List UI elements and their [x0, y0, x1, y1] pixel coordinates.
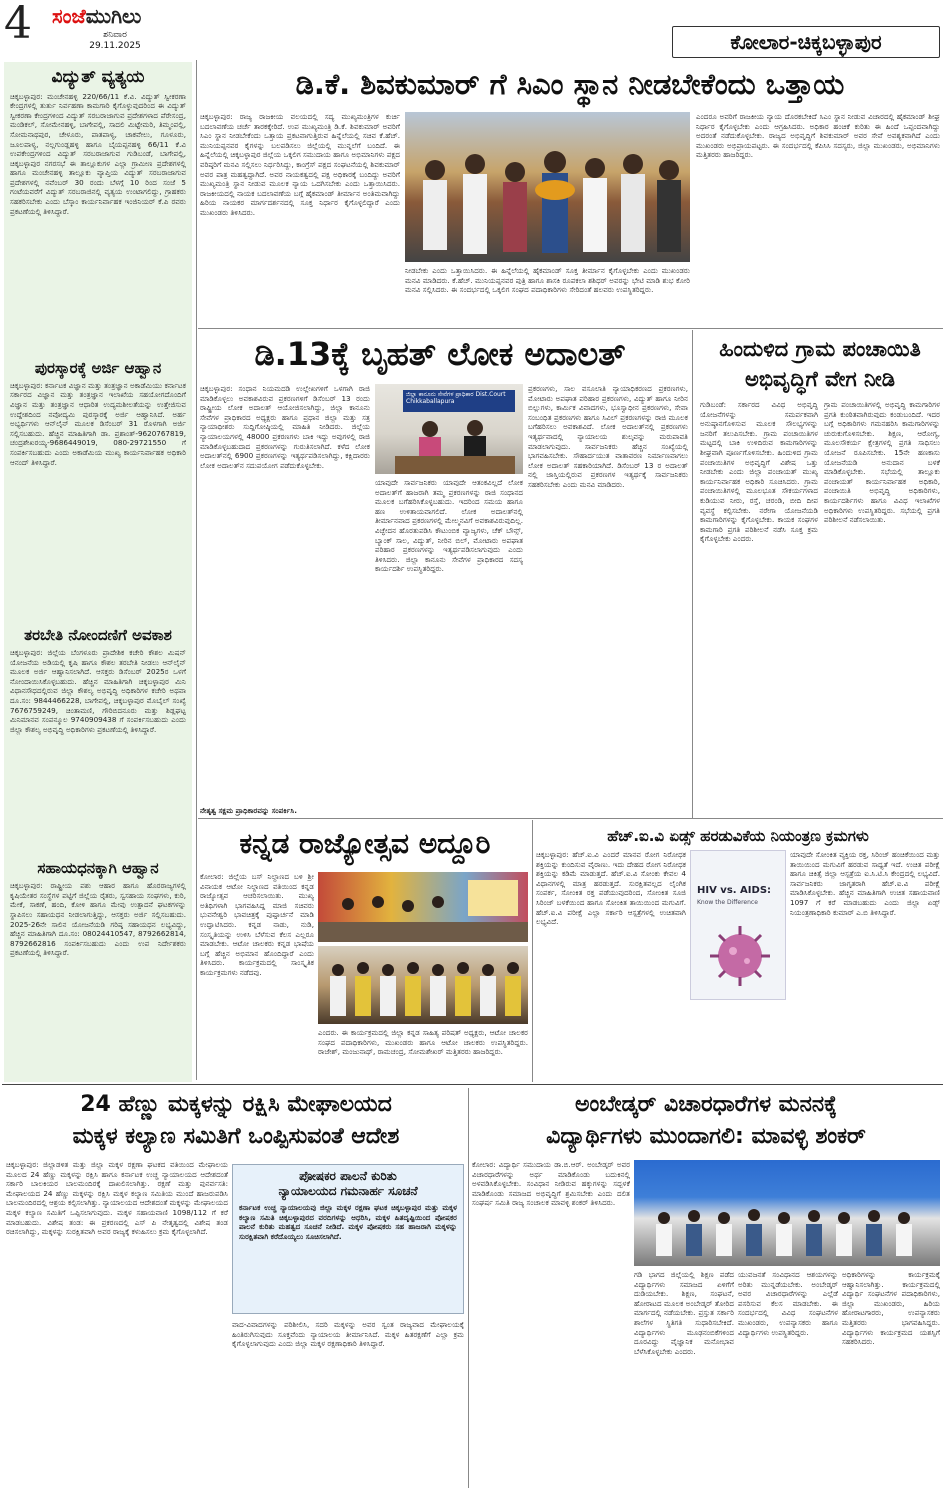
page-number: 4 [4, 0, 32, 49]
weekday: ಶನಿವಾರ [103, 30, 127, 40]
top-story-text-left: ಚಿಕ್ಕಬಳ್ಳಾಪುರ: ರಾಜ್ಯ ರಾಜಕೀಯ ವಲಯದಲ್ಲಿ ಸದ್ಯ ಮುಖ್ಯಮಂತ್ರಿಗಳ ಕುರ್ಚಿ ಬದಲಾವಣೆಯ ಚರ್ಚೆ ತಾರಕಕ್ಕೇರಿದೆ. ಉಪ ಮುಖ್ಯಮಂತ್ರಿ ಡಿ.ಕೆ. ಶಿವಕುಮಾರ್ ಅವರಿಗೆ ಸಿಎಂ ಸ್ಥಾನ ನೀಡಬೇಕೆಂದು ಒತ್ತಾಯ ಪ್ರಕಟವಾಗುತ್ತಿರುವ ಹಿನ್ನೆಲೆಯಲ್ಲಿ ಸಚಿವ ಕೆ.ಹೆಚ್. ಮುನಿಯಪ್ಪನವರ ಕೈಗಳನ್ನು ಬಲಪಡಿಸಲು ಜಿಲ್ಲೆಯಲ್ಲಿ ಮುನ್ನಲೆಗೆ ಬಂದಿದೆ. ಈ ಹಿನ್ನೆಲೆಯಲ್ಲಿ ಚಿಕ್ಕಬಳ್ಳಾಪುರ ಜಿಲ್ಲೆಯ ಒಕ್ಕಲಿಗ ಸಮುದಾಯ ಹಾಗೂ ಅಭಿಮಾನಿಗಳು ಪಕ್ಷದ ವರಿಷ್ಠರಿಗೆ ಮನವಿ ಸಲ್ಲಿಸಲು ನಿರ್ಧರಿಸಿದ್ದು, ಕಾಂಗ್ರೆಸ್ ಪಕ್ಷದ ಸಂಘಟನೆಯಲ್ಲಿ ಶಿವಕುಮಾರ್ ಅವರ ಪಾತ್ರ ಮಹತ್ವದ್ದಾಗಿದೆ. ಅವರ ನಾಯಕತ್ವದಲ್ಲಿ ಪಕ್ಷ ಅಧಿಕಾರಕ್ಕೆ ಬಂದಿದ್ದು ಅವರಿಗೆ ಮುಖ್ಯಮಂತ್ರಿ ಸ್ಥಾನ ನೀಡುವ ಮೂಲಕ ನ್ಯಾಯ ಒದಗಿಸಬೇಕು ಎಂದು ಒತ್ತಾಯಿಸಿದರು. ರಾಜಕೀಯದಲ್ಲಿ ನಾಯಕ ಬದಲಾವಣೆಯ ಬಗ್ಗೆ ಹೈಕಮಾಂಡ್ ತೀರ್ಮಾನ ಅಂತಿಮವಾಗಿದ್ದು ಹಿರಿಯ ನಾಯಕರ ಮಾರ್ಗದರ್ಶನದಲ್ಲಿ ಸೂಕ್ತ ನಿರ್ಧಾರ ಕೈಗೊಳ್ಳಲಿದ್ದಾರೆ ಎಂದು ಮುಖಂಡರು ತಿಳಿಸಿದರು. [200, 112, 400, 217]
children-headline-line1: 24 ಹೆಣ್ಣು ಮಕ್ಕಳನ್ನು ರಕ್ಷಿಸಿ ಮೇಘಾಲಯದ [80, 1092, 392, 1117]
rajyotsava-text-2: ಎಂದರು. ಈ ಕಾರ್ಯಕ್ರಮದಲ್ಲಿ ಜಿಲ್ಲಾ ಕನ್ನಡ ಸಾಹಿತ್ಯ ಪರಿಷತ್ ಅಧ್ಯಕ್ಷರು, ಆಟೋ ಚಾಲಕರ ಸಂಘದ ಪದಾಧಿಕಾರಿಗಳು, ಮುಖಂಡರು ಹಾಗೂ ಆಟೋ ಚಾಲಕರು ಉಪಸ್ಥಿತರಿದ್ದರು. ರಾಜೇಶ್, ಮಂಜುನಾಥ್, ರಾಮಚಂದ್ರ, ಸೋಮಶೇಖರ್ ಮತ್ತಿತರರು ಹಾಜರಿದ್ದರು. [318, 1028, 528, 1057]
court-banner: ಜಿಲ್ಲಾ ಕಾನೂನು ಸೇವೆಗಳ ಪ್ರಾಧಿಕಾರ Dist.Court Chikkaballapura [403, 390, 515, 412]
issue-date: 29.11.2025 [89, 41, 141, 51]
left-briefs-column [4, 62, 192, 1082]
children-text: ಚಿಕ್ಕಬಳ್ಳಾಪುರ: ಜಿಲ್ಲಾಡಳಿತ ಮತ್ತು ಜಿಲ್ಲಾ ಮಕ್ಕಳ ರಕ್ಷಣಾ ಘಟಕದ ವತಿಯಿಂದ ಮೇಘಾಲಯ ಮೂಲದ 24 ಹೆಣ್ಣು ಮಕ್ಕಳನ್ನು ರಕ್ಷಿಸಿ ಹಾಗೂ ಕರ್ನಾಟಕ ಉಚ್ಚ ನ್ಯಾಯಾಲಯದ ಆದೇಶದಂತೆ ಸರ್ಕಾರಿ ಬಾಲಕಿಯರ ಬಾಲಮಂದಿರಕ್ಕೆ ದಾಖಲಿಸಲಾಗಿತ್ತು. ರಕ್ಷಣೆ ಮತ್ತು ಪುನರ್ವಸತಿ: ಮೇಘಾಲಯದ 24 ಹೆಣ್ಣು ಮಕ್ಕಳನ್ನು ರಕ್ಷಿಸಿ ಮಕ್ಕಳ ಕಲ್ಯಾಣ ಸಮಿತಿಯ ಮುಂದೆ ಹಾಜರುಪಡಿಸಿ ಬಾಲಮಂದಿರದಲ್ಲಿ ಆಶ್ರಯ ಕಲ್ಪಿಸಲಾಗಿತ್ತು. ನ್ಯಾಯಾಲಯದ ಆದೇಶದಂತೆ ಮಕ್ಕಳನ್ನು ಮೇಘಾಲಯದ ಮಕ್ಕಳ ಕಲ್ಯಾಣ ಸಮಿತಿಗೆ ಒಪ್ಪಿಸಲಾಗುವುದು. ಮಕ್ಕಳ ಸಹಾಯವಾಣಿ 1098/112 ಗೆ ಕರೆ ಮಾಡಬಹುದು. ವಿಶೇಷ ತಂಡ: ಈ ಪ್ರಕರಣದಲ್ಲಿ ಎಸ್ ಪಿ ನೇತೃತ್ವದಲ್ಲಿ ವಿಶೇಷ ತಂಡ ರಚಿಸಲಾಗಿದ್ದು, ಮಕ್ಕಳನ್ನು ಸುರಕ್ಷಿತವಾಗಿ ಅವರ ರಾಜ್ಯಕ್ಕೆ ಕಳುಹಿಸಲು ಕ್ರಮ ಕೈಗೊಳ್ಳಲಾಗಿದೆ. [6, 1160, 228, 1237]
ambedkar-photo [634, 1160, 940, 1266]
brand-logo [52, 4, 202, 28]
ambedkar-text-3: ಯುವಜನತೆ ಸಂವಿಧಾನದ ಆಶಯಗಳನ್ನು ಅರಿತು ಮುನ್ನಡೆಯಬೇಕು. ಅಂಬೇಡ್ಕರ್ ಅವರ ವಿಚಾರಧಾರೆಗಳನ್ನು ಎಲ್ಲೆಡೆ ಪಸರಿಸುವ ಕೆಲಸ ಮಾಡಬೇಕು. ಈ ಸಂದರ್ಭದಲ್ಲಿ ವಿವಿಧ ಸಂಘಟನೆಗಳ ಮುಖಂಡರು, ಉಪನ್ಯಾಸಕರು ಹಾಗೂ ವಿದ್ಯಾರ್ಥಿಗಳು ಉಪಸ್ಥಿತರಿದ್ದರು. [738, 1270, 838, 1337]
group-illustration [318, 946, 528, 1024]
stage-illustration [634, 1160, 940, 1266]
village-headline: ಹಿಂದುಳಿದ ಗ್ರಾಮ ಪಂಚಾಯಿತಿ ಅಭಿವೃದ್ಧಿಗೆ ವೇಗ ನೀಡಿ [719, 337, 921, 391]
ambedkar-text-4: ಅಧಿಕಾರಿಗಳನ್ನು ಕಾರ್ಯಕ್ರಮಕ್ಕೆ ಆಹ್ವಾನಿಸಲಾಗಿತ್ತು. ಕಾರ್ಯಕ್ರಮದಲ್ಲಿ ವಿದ್ಯಾರ್ಥಿ ಸಂಘಟನೆಗಳ ಪದಾಧಿಕಾರಿಗಳು, ಜಿಲ್ಲಾ ಮುಖಂಡರು, ಹಿರಿಯ ಹೋರಾಟಗಾರರು, ಉಪನ್ಯಾಸಕರು ಮತ್ತಿತರರು ಭಾಗವಹಿಸಿದ್ದರು. ವಿದ್ಯಾರ್ಥಿಗಳು ಕಾರ್ಯಕ್ರಮದ ಯಶಸ್ಸಿಗೆ ಸಹಕರಿಸಿದರು. [842, 1270, 940, 1347]
divider [196, 60, 197, 1080]
brand-part1: ಸಂಜೆ [52, 4, 86, 28]
brief-title-training: ತರಬೇತಿ ನೋಂದಣಿಗೆ ಅವಕಾಶ [24, 625, 172, 644]
top-story-headline: ಡಿ.ಕೆ. ಶಿವಕುಮಾರ್ ಗೆ ಸಿಎಂ ಸ್ಥಾನ ನೀಡಬೇಕೆಂದು ಒತ್ತಾಯ [295, 67, 845, 101]
rajyotsava-photo-1 [318, 872, 528, 942]
hiv-graphic [690, 850, 786, 1000]
divider [468, 1088, 469, 1488]
virus-icon [705, 921, 775, 991]
hiv-graphic-subtitle: Know the Difference [697, 899, 758, 906]
group-photo-illustration [405, 112, 690, 262]
adalat-text-3: ಪ್ರಕರಣಗಳು, ಸಾಲ ವಸೂಲಾತಿ ನ್ಯಾಯಾಧಿಕರಣದ ಪ್ರಕರಣಗಳು, ಮೋಟಾರು ಅಪಘಾತ ಪರಿಹಾರ ಪ್ರಕರಣಗಳು, ವಿದ್ಯುತ್ ಹಾಗೂ ನೀರಿನ ಬಿಲ್ಲುಗಳು, ಕಾರ್ಮಿಕ ವಿವಾದಗಳು, ಭೂಸ್ವಾಧೀನ ಪ್ರಕರಣಗಳು, ಸೇವಾ ಸಂಬಂಧಿತ ಪ್ರಕರಣಗಳು ಹಾಗೂ ಸಿವಿಲ್ ಪ್ರಕರಣಗಳನ್ನು ರಾಜಿ ಮೂಲಕ ಬಗೆಹರಿಸಲು ಅವಕಾಶವಿದೆ. ಲೋಕ ಅದಾಲತ್‌ನಲ್ಲಿ ಪ್ರಕರಣಗಳು ಇತ್ಯರ್ಥವಾದಲ್ಲಿ ನ್ಯಾಯಾಲಯ ಶುಲ್ಕವನ್ನು ಮರುಪಾವತಿ ಮಾಡಲಾಗುವುದು. ಸಾರ್ವಜನಿಕರು ಹೆಚ್ಚಿನ ಸಂಖ್ಯೆಯಲ್ಲಿ ಭಾಗವಹಿಸಬೇಕು. ಸೌಹಾರ್ದಯುತ ವಾತಾವರಣ ನಿರ್ಮಾಣವಾಗಲು ಲೋಕ ಅದಾಲತ್ ಸಹಕಾರಿಯಾಗಿದೆ. ಡಿಸೆಂಬರ್ 13 ರ ಅದಾಲತ್ ನಲ್ಲಿ ಜಾಸ್ತಿಯಲ್ಲಿರುವ ಪ್ರಕರಣಗಳ ಇತ್ಯರ್ಥಕ್ಕೆ ಸಾರ್ವಜನಿಕರು ಸಹಕರಿಸಬೇಕು ಎಂದು ಮನವಿ ಮಾಡಿದರು. [528, 384, 688, 489]
divider [198, 818, 943, 819]
brand-part2: ಮುಗಿಲು [85, 4, 142, 28]
children-text-2: ವಾದ-ವಿವಾದಗಳನ್ನು ಪರಿಶೀಲಿಸಿ, ಸದರಿ ಮಕ್ಕಳನ್ನು ಅವರ ಸ್ವಂತ ರಾಜ್ಯವಾದ ಮೇಘಾಲಯಕ್ಕೆ ಹಿಂತಿರುಗಿಸುವುದು ಸೂಕ್ತವೆಂದು ನ್ಯಾಯಾಲಯ ತೀರ್ಮಾನಿಸಿದೆ. ಮಕ್ಕಳ ಹಿತರಕ್ಷಣೆಗೆ ಎಲ್ಲಾ ಕ್ರಮ ಕೈಗೊಳ್ಳಲಾಗುವುದು ಎಂದು ಜಿಲ್ಲಾ ಮಕ್ಕಳ ರಕ್ಷಣಾಧಿಕಾರಿ ತಿಳಿಸಿದ್ದಾರೆ. [232, 1320, 464, 1349]
divider [198, 328, 943, 329]
brief-title-subsidy: ಸಹಾಯಧನಕ್ಕಾಗಿ ಆಹ್ವಾನ [37, 859, 159, 878]
court-notice-title-line1: ಪೋಷಕರ ಪಾಲನೆ ಕುರಿತು [299, 1169, 397, 1183]
court-notice-text: ಕರ್ನಾಟಕ ಉಚ್ಚ ನ್ಯಾಯಾಲಯವು ಜಿಲ್ಲಾ ಮಕ್ಕಳ ರಕ್ಷಣಾ ಘಟಕ ಚಿಕ್ಕಬಳ್ಳಾಪುರ ಮತ್ತು ಮಕ್ಕಳ ಕಲ್ಯಾಣ ಸಮಿತಿ ಚಿಕ್ಕಬಳ್ಳಾಪುರದ ವರದಿಗಳನ್ನು ಆಧರಿಸಿ, ಮಕ್ಕಳ ಹಿತದೃಷ್ಟಿಯಿಂದ ಪೋಷಕರ ಪಾಲನೆ ಕುರಿತು ಮಹತ್ವದ ಸೂಚನೆ ನೀಡಿದೆ. ಮಕ್ಕಳ ಪೋಷಕರು ಸಹ ಹಾಜರಾಗಿ ಮಕ್ಕಳನ್ನು ಸುರಕ್ಷಿತವಾಗಿ ಕರೆದೊಯ್ಯಲು ಸೂಚಿಸಲಾಗಿದೆ. [239, 1203, 457, 1241]
divider [692, 330, 693, 818]
rajyotsava-headline: ಕನ್ನಡ ರಾಜ್ಯೋತ್ಸವ ಅದ್ದೂರಿ [239, 827, 491, 860]
ambedkar-text-1: ಕೋಲಾರ: ವಿದ್ಯಾರ್ಥಿ ಸಮುದಾಯ ಡಾ.ಬಿ.ಆರ್. ಅಂಬೇಡ್ಕರ್ ಅವರ ವಿಚಾರಧಾರೆಗಳನ್ನು ಅರ್ಥ ಮಾಡಿಕೊಂಡು ಬದುಕಿನಲ್ಲಿ ಅಳವಡಿಸಿಕೊಳ್ಳಬೇಕು. ಸಂವಿಧಾನ ನೀಡಿರುವ ಹಕ್ಕುಗಳನ್ನು ಸದ್ಬಳಕೆ ಮಾಡಿಕೊಂಡು ಸಮಾಜದ ಅಭಿವೃದ್ಧಿಗೆ ಶ್ರಮಿಸಬೇಕು ಎಂದು ದಲಿತ ಸಂಘರ್ಷ ಸಮಿತಿ ರಾಜ್ಯ ಸಂಚಾಲಕ ಮಾವಳ್ಳಿ ಶಂಕರ್ ತಿಳಿಸಿದರು. [472, 1160, 630, 1208]
hiv-text-2: ಯಾವುದೇ ಸೋಂಕಿತ ವ್ಯಕ್ತಿಯ ರಕ್ತ, ಸಿರಿಂಜ್ ಹಂಚಿಕೆಯಿಂದ ಮತ್ತು ತಾಯಿಯಿಂದ ಮಗುವಿಗೆ ಹರಡುವ ಸಾಧ್ಯತೆ ಇದೆ. ಉಚಿತ ಪರೀಕ್ಷೆ ಹಾಗೂ ಚಿಕಿತ್ಸೆ ಜಿಲ್ಲಾ ಆಸ್ಪತ್ರೆಯ ಐ.ಸಿ.ಟಿ.ಸಿ ಕೇಂದ್ರದಲ್ಲಿ ಲಭ್ಯವಿದೆ. ಸಾರ್ವಜನಿಕರು ಜಾಗೃತರಾಗಿ ಹೆಚ್.ಐ.ವಿ ಪರೀಕ್ಷೆ ಮಾಡಿಸಿಕೊಳ್ಳಬೇಕು. ಹೆಚ್ಚಿನ ಮಾಹಿತಿಗಾಗಿ ಉಚಿತ ಸಹಾಯವಾಣಿ 1097 ಗೆ ಕರೆ ಮಾಡಬಹುದು ಎಂದು ಜಿಲ್ಲಾ ಏಡ್ಸ್ ನಿಯಂತ್ರಣಾಧಿಕಾರಿ ಕುಮಾರ್ ಎ.ಬಿ ತಿಳಿಸಿದ್ದಾರೆ. [790, 850, 940, 917]
hiv-text-1: ಚಿಕ್ಕಬಳ್ಳಾಪುರ: ಹೆಚ್.ಐ.ವಿ ಎಂದರೆ ಮಾನವ ರೋಗ ನಿರೋಧಕ ಶಕ್ತಿಯನ್ನು ಕುಂದಿಸುವ ವೈರಾಣು. ಇದು ದೇಹದ ರೋಗ ನಿರೋಧಕ ಶಕ್ತಿಯನ್ನು ಕಡಿಮೆ ಮಾಡುತ್ತದೆ. ಹೆಚ್.ಐ.ವಿ ಸೋಂಕು ಕೇವಲ 4 ವಿಧಾನಗಳಲ್ಲಿ ಮಾತ್ರ ಹರಡುತ್ತದೆ. ಸುರಕ್ಷಿತವಲ್ಲದ ಲೈಂಗಿಕ ಸಂಪರ್ಕ, ಸೋಂಕಿತ ರಕ್ತ ಪಡೆಯುವುದರಿಂದ, ಸೋಂಕಿತ ಸೂಜಿ ಸಿರಿಂಜ್ ಬಳಕೆಯಿಂದ ಹಾಗೂ ಸೋಂಕಿತ ತಾಯಿಯಿಂದ ಮಗುವಿಗೆ. ಹೆಚ್.ಐ.ವಿ ಪರೀಕ್ಷೆ ಎಲ್ಲಾ ಸರ್ಕಾರಿ ಆಸ್ಪತ್ರೆಗಳಲ್ಲಿ ಉಚಿತವಾಗಿ ಲಭ್ಯವಿದೆ. [536, 850, 686, 927]
procession-illustration [318, 872, 528, 942]
hiv-graphic-title: HIV vs. AIDS: [697, 885, 772, 896]
children-headline-line2: ಮಕ್ಕಳ ಕಲ್ಯಾಣ ಸಮಿತಿಗೆ ಒಂಪ್ಪಿಸುವಂತೆ ಆದೇಶ [72, 1124, 400, 1149]
top-story-text-right: ಎಂದರೂ ಅವರಿಗೆ ರಾಜಕೀಯ ನ್ಯಾಯ ದೊರಕಬೇಕಿದೆ ಸಿಎಂ ಸ್ಥಾನ ನೀಡುವ ವಿಚಾರದಲ್ಲಿ ಹೈಕಮಾಂಡ್ ಶೀಘ್ರ ನಿರ್ಧಾರ ಕೈಗೊಳ್ಳಬೇಕು ಎಂದು ಆಗ್ರಹಿಸಿದರು. ಅಧಿಕಾರ ಹಂಚಿಕೆ ಕುರಿತು ಈ ಹಿಂದೆ ಒಪ್ಪಂದವಾಗಿದ್ದು ಅದರಂತೆ ನಡೆದುಕೊಳ್ಳಬೇಕು. ರಾಜ್ಯದ ಅಭಿವೃದ್ಧಿಗೆ ಶಿವಕುಮಾರ್ ಅವರ ಸೇವೆ ಅವಶ್ಯಕವಾಗಿದೆ ಎಂದು ಮುಖಂಡರು ಅಭಿಪ್ರಾಯಪಟ್ಟರು. ಈ ಸಂದರ್ಭದಲ್ಲಿ ಕೆಪಿಸಿಸಿ ಸದಸ್ಯರು, ಜಿಲ್ಲಾ ಮುಖಂಡರು, ಅಭಿಮಾನಿಗಳು ಮತ್ತಿತರರು ಹಾಜರಿದ್ದರು. [696, 112, 940, 160]
divider [2, 1084, 943, 1085]
ambedkar-text-2: ಗಡಿ ಭಾಗದ ಜಿಲ್ಲೆಯಲ್ಲಿ ಶಿಕ್ಷಣ ಪಡೆದ ವಿದ್ಯಾರ್ಥಿಗಳು ಸಮಾಜದ ಏಳಿಗೆಗೆ ದುಡಿಯಬೇಕು. ಶಿಕ್ಷಣ, ಸಂಘಟನೆ, ಹೋರಾಟದ ಮೂಲಕ ಅಂಬೇಡ್ಕರ್ ತೋರಿದ ಮಾರ್ಗದಲ್ಲಿ ನಡೆಯಬೇಕು. ಪ್ರಸ್ತುತ ಸರ್ಕಾರಿ ಶಾಲೆಗಳ ಸ್ಥಿತಿಗತಿ ಸುಧಾರಿಸಬೇಕಿದೆ. ವಿದ್ಯಾರ್ಥಿಗಳು ಮೂಢನಂಬಿಕೆಗಳಿಂದ ದೂರವಿದ್ದು ವೈಜ್ಞಾನಿಕ ಮನೋಭಾವ ಬೆಳೆಸಿಕೊಳ್ಳಬೇಕು ಎಂದರು. [634, 1270, 734, 1356]
brief-body-power: ಚಿಕ್ಕಬಳ್ಳಾಪುರ: ಮಂಚೇನಹಳ್ಳಿ 220/66/11 ಕೆ.ವಿ. ವಿದ್ಯುತ್ ಸ್ವೀಕರಣಾ ಕೇಂದ್ರಗಳಲ್ಲಿ ತುರ್ತು ನಿರ್ವಹಣಾ ಕಾಮಗಾರಿ ಕೈಗೊಳ್ಳುವುದರಿಂದ ಈ ವಿದ್ಯುತ್ ಸ್ವೀಕರಣಾ ಕೇಂದ್ರಗಳಿಂದ ವಿದ್ಯುತ್ ಸರಬರಾಜಾಗುವ ಪ್ರದೇಶಗಳಾದ ಪೆರೇಸಂದ್ರ, ಮಂಡಿಕಲ್, ಸೋಮೇನಹಳ್ಳಿ, ಬಾಗೇಪಲ್ಲಿ, ಸಾದಲಿ ಮಿಟ್ಟೇಮರಿ, ತಿಮ್ಮಂಪಲ್ಲಿ, ಸೋಮನಾಥಪುರ, ಚೇಳೂರು, ಪಾತಪಾಳ್ಯ, ಚಾಕವೇಲು, ಗೂಳೂರು, ಜೂಲಪಾಳ್ಯ, ನಲ್ಲಗುಂಡ್ಲಹಳ್ಳಿ ಹಾಗೂ ಬೈಯಪ್ಪನಹಳ್ಳಿ 66/11 ಕೆ.ವಿ ಉಪಕೇಂದ್ರಗಳಿಂದ ವಿದ್ಯುತ್ ಸರಬರಾಜಾಗುವ ಗುಡಿಬಂಡೆ, ಬಾಗೇಪಲ್ಲಿ, ಚಿಕ್ಕಬಳ್ಳಾಪುರ ನಗರಸಭೆ ಈ ತಾಲ್ಲೂಕುಗಳ ಎಲ್ಲಾ ಗ್ರಾಮೀಣ ಪ್ರದೇಶಗಳಲ್ಲಿ ಹಾಗೂ ಮಂಚೇನಹಳ್ಳಿ ತಾಲ್ಲೂಕು ವ್ಯಾಪ್ತಿಯ ವಿದ್ಯುತ್ ಸರಬರಾಜಾಗುವ ಪ್ರದೇಶಗಳಲ್ಲಿ ನವೆಂಬರ್ 30 ರಂದು ಬೆಳಗ್ಗೆ 10 ರಿಂದ ಸಂಜೆ 5 ಗಂಟೆಯವರೆಗೆ ವಿದ್ಯುತ್ ಸರಬರಾಜಿನಲ್ಲಿ ವ್ಯತ್ಯಯ ಉಂಟಾಗಲಿದ್ದು, ಗ್ರಾಹಕರು ಸಹಕರಿಸಬೇಕು ಎಂದು ಬೆಸ್ಕಾಂ ಕಾರ್ಯನಿರ್ವಾಹಕ ಇಂಜಿನಿಯರ್ ಕೆ.ಪಿ ರವರು ಪ್ರಕಟಣೆಯಲ್ಲಿ ತಿಳಿಸಿದ್ದಾರೆ. [10, 91, 186, 216]
adalat-headline: ಡಿ.13ಕ್ಕೆ ಬೃಹತ್ ಲೋಕ ಅದಾಲತ್ [254, 335, 626, 373]
officials-illustration [375, 384, 523, 474]
adalat-text-2: ಯಾವುದೇ ಸಾರ್ವಜನಿಕರು ಯಾವುದೇ ಆತಂಕವಿಲ್ಲದೆ ಲೋಕ ಅದಾಲತ್‌ಗೆ ಹಾಜರಾಗಿ ತಮ್ಮ ಪ್ರಕರಣಗಳನ್ನು ರಾಜಿ ಸಂಧಾನದ ಮೂಲಕ ಬಗೆಹರಿಸಿಕೊಳ್ಳಬಹುದು. ಇದರಿಂದ ಸಮಯ ಹಾಗೂ ಹಣ ಉಳಿತಾಯವಾಗಲಿದೆ. ಲೋಕ ಅದಾಲತ್‌ನಲ್ಲಿ ತೀರ್ಮಾನವಾದ ಪ್ರಕರಣಗಳಲ್ಲಿ ಮೇಲ್ಮನವಿಗೆ ಅವಕಾಶವಿರುವುದಿಲ್ಲ. ವಿಚ್ಛೇದನ ಹೊರತುಪಡಿಸಿ ಕೌಟುಂಬಿಕ ವ್ಯಾಜ್ಯಗಳು, ಚೆಕ್ ಬೌನ್ಸ್, ಬ್ಯಾಂಕ್ ಸಾಲ, ವಿದ್ಯುತ್, ನೀರಿನ ಬಿಲ್, ಮೋಟಾರು ಅಪಘಾತ ಪರಿಹಾರ ಪ್ರಕರಣಗಳನ್ನು ಇತ್ಯರ್ಥಪಡಿಸಲಾಗುವುದು ಎಂದು ತಿಳಿಸಿದರು. ಜಿಲ್ಲಾ ಕಾನೂನು ಸೇವೆಗಳ ಪ್ರಾಧಿಕಾರದ ಸದಸ್ಯ ಕಾರ್ಯದರ್ಶಿ ಉಪಸ್ಥಿತರಿದ್ದರು. [375, 478, 523, 574]
section-tag: ಕೋಲಾರ-ಚಿಕ್ಕಬಳ್ಳಾಪುರ [672, 26, 940, 58]
brief-body-award: ಚಿಕ್ಕಬಳ್ಳಾಪುರ: ಕರ್ನಾಟಕ ವಿಜ್ಞಾನ ಮತ್ತು ತಂತ್ರಜ್ಞಾನ ಅಕಾಡೆಮಿಯು ಕರ್ನಾಟಕ ಸರ್ಕಾರದ ವಿಜ್ಞಾನ ಮತ್ತು ತಂತ್ರಜ್ಞಾನ ಇಲಾಖೆಯ ಸಹಯೋಗದೊಂದಿಗೆ ವಿಜ್ಞಾನ ಮತ್ತು ತಂತ್ರಜ್ಞಾನ ಆಧಾರಿತ ಉದ್ಯಮಶೀಲತೆಯನ್ನು ಉತ್ತೇಜಿಸುವ ಉದ್ದೇಶದಿಂದ ನವೋದ್ಯಮಿ ಪುರಸ್ಕಾರಕ್ಕೆ ಅರ್ಜಿ ಆಹ್ವಾನಿಸಿದೆ. ಅರ್ಹ ಅಭ್ಯರ್ಥಿಗಳು ಆನ್‌ಲೈನ್ ಮೂಲಕ ಡಿಸೆಂಬರ್ 31 ರೊಳಗಾಗಿ ಅರ್ಜಿ ಸಲ್ಲಿಸಬಹುದು. ಹೆಚ್ಚಿನ ಮಾಹಿತಿಗಾಗಿ ಡಾ. ಪ್ರಶಾಂತ್-9620767819, ಚಂದ್ರಶೇಖರಯ್ಯ-9686449019, 080-29721550 ಗೆ ಸಂಪರ್ಕಿಸಬಹುದು ಎಂದು ಅಕಾಡೆಮಿಯ ಮುಖ್ಯ ಕಾರ್ಯನಿರ್ವಾಹಕ ಅಧಿಕಾರಿ ಆನಂದ್ ತಿಳಿಸಿದ್ದಾರೆ. [10, 380, 186, 467]
rajyotsava-photo-2 [318, 946, 528, 1024]
court-notice-box [232, 1164, 464, 1314]
masthead [0, 0, 945, 60]
brief-title-award: ಪುರಸ್ಕಾರಕ್ಕೆ ಅರ್ಜಿ ಆಹ್ವಾನ [34, 358, 162, 377]
adalat-photo [375, 384, 523, 474]
brief-title-power: ವಿದ್ಯುತ್ ವ್ಯತ್ಯಯ [51, 67, 145, 87]
adalat-text-1: ಚಿಕ್ಕಬಳ್ಳಾಪುರ: ಸಂಧಾನ ನಿಯಮದಡಿ ಉಲ್ಲೇಖಗಳಿಗೆ ಒಳಗಾಗಿ ರಾಜಿ ಮಾಡಿಕೊಳ್ಳಲು ಅವಕಾಶವಿರುವ ಪ್ರಕರಣಗಳಿಗೆ ಡಿಸೆಂಬರ್ 13 ರಂದು ರಾಷ್ಟ್ರೀಯ ಲೋಕ ಅದಾಲತ್ ಆಯೋಜಿಸಲಾಗಿದ್ದು, ಜಿಲ್ಲಾ ಕಾನೂನು ಸೇವೆಗಳ ಪ್ರಾಧಿಕಾರದ ಅಧ್ಯಕ್ಷರು ಹಾಗೂ ಪ್ರಧಾನ ಜಿಲ್ಲಾ ಮತ್ತು ಸತ್ರ ನ್ಯಾಯಾಧೀಶರು ಸುದ್ದಿಗೋಷ್ಠಿಯಲ್ಲಿ ಮಾಹಿತಿ ನೀಡಿದರು. ಜಿಲ್ಲೆಯ ನ್ಯಾಯಾಲಯಗಳಲ್ಲಿ 48000 ಪ್ರಕರಣಗಳು ಬಾಕಿ ಇದ್ದು ಅವುಗಳಲ್ಲಿ ರಾಜಿ ಮಾಡಿಕೊಳ್ಳಬಹುದಾದ ಪ್ರಕರಣಗಳನ್ನು ಗುರುತಿಸಲಾಗಿದೆ. ಕಳೆದ ಲೋಕ ಅದಾಲತ್‌ನಲ್ಲಿ 6900 ಪ್ರಕರಣಗಳನ್ನು ಇತ್ಯರ್ಥಪಡಿಸಲಾಗಿದ್ದು, ಕಕ್ಷಿದಾರರು ಲೋಕ ಅದಾಲತ್‌ನ ಸದುಪಯೋಗ ಪಡೆದುಕೊಳ್ಳಬೇಕು. [200, 384, 370, 470]
hiv-headline: ಹೆಚ್.ಐ.ವಿ ಏಡ್ಸ್ ಹರಡುವಿಕೆಯ ನಿಯಂತ್ರಣ ಕ್ರಮಗಳು [607, 827, 869, 845]
brief-body-training: ಚಿಕ್ಕಬಳ್ಳಾಪುರ: ಜಿಲ್ಲೆಯ ಬೆಂಗಳೂರು ಪ್ರಾದೇಶಿಕ ಕಚೇರಿ ಕೌಶಲ ಮಿಷನ್ ಯೋಜನೆಯ ಅಡಿಯಲ್ಲಿ ಕೃಷಿ ಹಾಗೂ ಕೌಶಲ ತರಬೇತಿ ನೀಡಲು ಆನ್‌ಲೈನ್ ಮೂಲಕ ಅರ್ಜಿ ಆಹ್ವಾನಿಸಲಾಗಿದೆ. ಆಸಕ್ತರು ಡಿಸೆಂಬರ್ 2025ರ ಒಳಗೆ ನೋಂದಾಯಿಸಿಕೊಳ್ಳಬಹುದು. ಹೆಚ್ಚಿನ ಮಾಹಿತಿಗಾಗಿ ಚಿಕ್ಕಬಳ್ಳಾಪುರ ಮಿನಿ ವಿಧಾನಸೌಧದಲ್ಲಿರುವ ಜಿಲ್ಲಾ ಕೌಶಲ್ಯ ಅಭಿವೃದ್ಧಿ ಅಧಿಕಾರಿಗಳ ಕಚೇರಿ ಅಥವಾ ದೂ.ಸಂ: 9844466228, ಬಾಗೇಪಲ್ಲಿ, ಚಿಕ್ಕಬಳ್ಳಾಪುರ ಮೊಬೈಲ್ ಸಂಖ್ಯೆ 7676759249, ಚಿಂತಾಮಣಿ, ಗೌರಿಬಿದನೂರು ಮತ್ತು ಶಿಡ್ಲಘಟ್ಟ ಮಿನಿಮಾನವ ಸಂಪನ್ಮೂಲ 9740909438 ಗೆ ಸಂಪರ್ಕಿಸಬಹುದು ಎಂದು ಜಿಲ್ಲಾ ಕೌಶಲ್ಯ ಅಭಿವೃದ್ಧಿ ಅಧಿಕಾರಿಗಳು ಪ್ರಕಟಣೆಯಲ್ಲಿ ತಿಳಿಸಿದ್ದಾರೆ. [10, 648, 186, 734]
top-story-photo [405, 112, 690, 262]
divider [532, 820, 533, 1082]
village-text-2: ಗ್ರಾಮ ಪಂಚಾಯಿತಿಗಳಲ್ಲಿ ಅಭಿವೃದ್ಧಿ ಕಾಮಗಾರಿಗಳ ಪ್ರಗತಿ ಕುಂಠಿತವಾಗಿರುವುದು ಕಂಡುಬಂದಿದೆ. ಇದರ ಬಗ್ಗೆ ಅಧಿಕಾರಿಗಳು ಗಮನಹರಿಸಿ ಕಾಮಗಾರಿಗಳನ್ನು ಚುರುಕುಗೊಳಿಸಬೇಕು. ಶಿಕ್ಷಣ, ಆರೋಗ್ಯ, ಮೂಲಸೌಕರ್ಯ ಕ್ಷೇತ್ರಗಳಲ್ಲಿ ಪ್ರಗತಿ ಸಾಧಿಸಲು ಯೋಜನೆ ರೂಪಿಸಬೇಕು. 15ನೇ ಹಣಕಾಸು ಯೋಜನೆಯಡಿ ಅನುದಾನ ಬಳಕೆ ಮಾಡಿಕೊಳ್ಳಬೇಕು. ಸಭೆಯಲ್ಲಿ ತಾಲ್ಲೂಕು ಪಂಚಾಯತ್ ಕಾರ್ಯನಿರ್ವಾಹಕ ಅಧಿಕಾರಿ, ಪಂಚಾಯಿತಿ ಅಭಿವೃದ್ಧಿ ಅಧಿಕಾರಿಗಳು, ಕಾರ್ಯದರ್ಶಿಗಳು ಹಾಗೂ ವಿವಿಧ ಇಲಾಖೆಗಳ ಅಧಿಕಾರಿಗಳು ಉಪಸ್ಥಿತರಿದ್ದರು. ಸಭೆಯಲ್ಲಿ ಪ್ರಗತಿ ಪರಿಶೀಲನೆ ನಡೆಸಲಾಯಿತು. [824, 400, 940, 525]
top-story-text-under-photo: ನೀಡಬೇಕು ಎಂದು ಒತ್ತಾಯಿಸಿದರು. ಈ ಹಿನ್ನೆಲೆಯಲ್ಲಿ ಹೈಕಮಾಂಡ್ ಸೂಕ್ತ ತೀರ್ಮಾನ ಕೈಗೊಳ್ಳಬೇಕು ಎಂದು ಮುಖಂಡರು ಮನವಿ ಮಾಡಿದರು. ಕೆ.ಹೆಚ್. ಮುನಿಯಪ್ಪನವರ ಪುತ್ರಿ ಹಾಗೂ ಶಾಸಕಿ ರೂಪಕಲಾ ಶಶಿಧರ್ ಅವರನ್ನು ಭೇಟಿ ಮಾಡಿ ಶುಭ ಕೋರಿ ಮನವಿ ಸಲ್ಲಿಸಿದರು. ಈ ಸಂದರ್ಭದಲ್ಲಿ ಒಕ್ಕಲಿಗ ಸಂಘದ ಪದಾಧಿಕಾರಿಗಳು ಸೇರಿದಂತೆ ಹಲವರು ಉಪಸ್ಥಿತರಿದ್ದರು. [405, 266, 690, 295]
rajyotsava-text-1: ಕೋಲಾರ: ಜಿಲ್ಲೆಯ ಬಸ್ ನಿಲ್ದಾಣದ ಬಳಿ ಶ್ರೀ ವಿನಾಯಕ ಆಟೋ ನಿಲ್ದಾಣದ ವತಿಯಿಂದ ಕನ್ನಡ ರಾಜ್ಯೋತ್ಸವ ಆಚರಿಸಲಾಯಿತು. ಮುಖ್ಯ ಅತಿಥಿಗಳಾಗಿ ಭಾಗವಹಿಸಿದ್ದ ಮಾಜಿ ಸಚಿವರು ಭುವನೇಶ್ವರಿ ಭಾವಚಿತ್ರಕ್ಕೆ ಪುಷ್ಪಾರ್ಚನೆ ಮಾಡಿ ಉದ್ಘಾಟಿಸಿದರು. ಕನ್ನಡ ನಾಡು, ನುಡಿ, ಸಂಸ್ಕೃತಿಯನ್ನು ಉಳಿಸಿ ಬೆಳೆಸುವ ಕೆಲಸ ಎಲ್ಲರೂ ಮಾಡಬೇಕು. ಆಟೋ ಚಾಲಕರು ಕನ್ನಡ ಭಾಷೆಯ ಬಗ್ಗೆ ಹೆಚ್ಚಿನ ಅಭಿಮಾನ ಹೊಂದಿದ್ದಾರೆ ಎಂದು ತಿಳಿಸಿದರು. ಕಾರ್ಯಕ್ರಮದಲ್ಲಿ ಸಾಂಸ್ಕೃತಿಕ ಕಾರ್ಯಕ್ರಮಗಳು ನಡೆದವು. [200, 872, 314, 977]
brief-body-subsidy: ಚಿಕ್ಕಬಳ್ಳಾಪುರ: ರಾಷ್ಟ್ರೀಯ ಪಶು ಆಹಾರ ಹಾಗೂ ಹೊರರಾಜ್ಯಗಳಲ್ಲಿ ಕೃಷಿಯೇತರ ಸಂಸ್ಥೆಗಳ ಪಟ್ಟಿಗೆ ಜಿಲ್ಲೆಯ ರೈತರು, ಸ್ವಸಹಾಯ ಸಂಘಗಳು, ಕುರಿ, ಮೇಕೆ, ಸಾಕಣೆ, ಹಂದಿ, ಕೋಳಿ ಹಾಗೂ ಮೇವು ಉತ್ಪಾದನೆ ಘಟಕಗಳನ್ನು ಸ್ಥಾಪಿಸಲು ಸಹಾಯಧನ ನೀಡಲಾಗುತ್ತಿದ್ದು, ಆಸಕ್ತರು ಅರ್ಜಿ ಸಲ್ಲಿಸಬಹುದು. 2025-26ನೇ ಸಾಲಿನ ಯೋಜನೆಯಡಿ ಗರಿಷ್ಠ ಸಹಾಯಧನ ಲಭ್ಯವಿದ್ದು, ಹೆಚ್ಚಿನ ಮಾಹಿತಿಗಾಗಿ ದೂ.ಸಂ: 08024410547, 8792662814, 8792662816 ಸಂಪರ್ಕಿಸಬಹುದು ಎಂದು ಉಪ ನಿರ್ದೇಶಕರು ಪ್ರಕಟಣೆಯಲ್ಲಿ ತಿಳಿಸಿದ್ದಾರೆ. [10, 881, 186, 958]
ambedkar-headline-line2: ವಿದ್ಯಾರ್ಥಿಗಳು ಮುಂದಾಗಲಿ: ಮಾವಳ್ಳಿ ಶಂಕರ್ [546, 1124, 866, 1149]
adalat-credit: ನೇತೃತ್ವ ಸಕ್ಷಮ ಪ್ರಾಧಿಕಾರವನ್ನು ಸಂಪರ್ಕಿಸಿ. [200, 806, 297, 815]
court-notice-title-line2: ನ್ಯಾಯಾಲಯದ ಗಮನಾರ್ಹ ಸೂಚನೆ [278, 1184, 418, 1198]
ambedkar-headline-line1: ಅಂಬೇಡ್ಕರ್ ವಿಚಾರಧಾರೆಗಳ ಮನನಕ್ಕೆ [575, 1092, 837, 1117]
village-text-1: ಗುಡಿಬಂಡೆ: ಸರ್ಕಾರದ ವಿವಿಧ ಅಭಿವೃದ್ಧಿ ಯೋಜನೆಗಳನ್ನು ಸಮರ್ಪಕವಾಗಿ ಅನುಷ್ಠಾನಗೊಳಿಸುವ ಮೂಲಕ ಸೌಲಭ್ಯಗಳನ್ನು ಜನರಿಗೆ ತಲುಪಿಸಬೇಕು. ಗ್ರಾಮ ಪಂಚಾಯಿತಿಗಳ ಮಟ್ಟದಲ್ಲಿ ಬಾಕಿ ಉಳಿದಿರುವ ಕಾಮಗಾರಿಗಳನ್ನು ಶೀಘ್ರವಾಗಿ ಪೂರ್ಣಗೊಳಿಸಬೇಕು. ಹಿಂದುಳಿದ ಗ್ರಾಮ ಪಂಚಾಯಿತಿಗಳ ಅಭಿವೃದ್ಧಿಗೆ ವಿಶೇಷ ಒತ್ತು ನೀಡಬೇಕು ಎಂದು ಜಿಲ್ಲಾ ಪಂಚಾಯತ್ ಮುಖ್ಯ ಕಾರ್ಯನಿರ್ವಾಹಕ ಅಧಿಕಾರಿ ಸೂಚಿಸಿದರು. ಗ್ರಾಮ ಪಂಚಾಯಿತಿಗಳಲ್ಲಿ ಮೂಲಭೂತ ಸೌಕರ್ಯಗಳಾದ ಕುಡಿಯುವ ನೀರು, ರಸ್ತೆ, ಚರಂಡಿ, ಬೀದಿ ದೀಪ ವ್ಯವಸ್ಥೆ ಕಲ್ಪಿಸಬೇಕು. ನರೇಗಾ ಯೋಜನೆಯಡಿ ಕಾಮಗಾರಿಗಳನ್ನು ಕೈಗೊಳ್ಳಬೇಕು. ಕಾಯಕ ಸಂಘಗಳ ಕಾಮಗಾರಿ ಪ್ರಗತಿ ಪರಿಶೀಲನೆ ನಡೆಸಿ ಸೂಕ್ತ ಕ್ರಮ ಕೈಗೊಳ್ಳಬೇಕು ಎಂದರು. [700, 400, 818, 544]
